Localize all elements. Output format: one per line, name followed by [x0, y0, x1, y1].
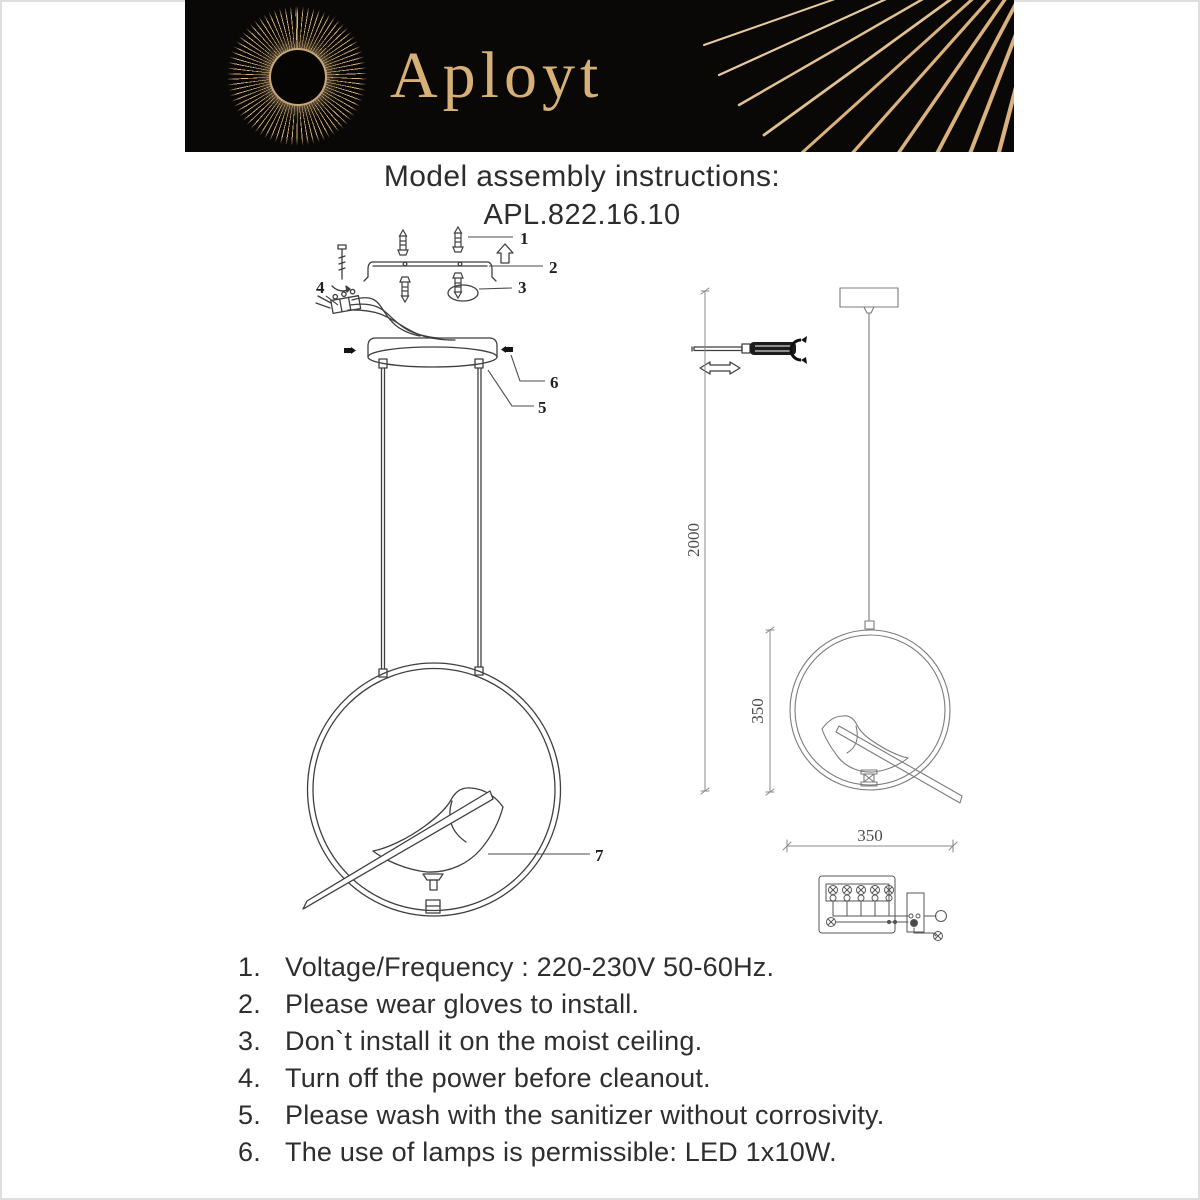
part-label-1: 1 [520, 229, 529, 248]
part-label-4: 4 [316, 278, 325, 297]
instruction-number: 2. [238, 989, 261, 1019]
bird-figure [303, 788, 503, 913]
instruction-item [238, 952, 1028, 989]
instruction-list [238, 952, 1028, 1174]
instruction-number: 3. [238, 1026, 261, 1056]
instruction-text: Please wash with the sanitizer without corrosivity. [285, 1100, 885, 1130]
instruction-number: 1. [238, 952, 261, 982]
instruction-item [238, 1063, 1028, 1100]
part-label-5: 5 [538, 398, 547, 417]
part-label-6: 6 [550, 373, 559, 392]
instruction-text: Turn off the power before cleanout. [285, 1063, 711, 1093]
exploded-view [303, 227, 807, 916]
side-view [684, 288, 962, 852]
dimension-ring-width: 350 [857, 826, 883, 845]
instruction-text: Please wear gloves to install. [285, 989, 640, 1019]
dimension-drop-height: 2000 [684, 523, 703, 557]
instruction-text: Don`t install it on the moist ceiling. [285, 1026, 703, 1056]
part-label-3: 3 [518, 278, 527, 297]
part-labels [316, 229, 604, 865]
instruction-item [238, 1026, 1028, 1063]
instruction-text: Voltage/Frequency : 220-230V 50-60Hz. [285, 952, 775, 982]
instruction-number: 4. [238, 1063, 261, 1093]
screwdriver-icon [692, 336, 807, 374]
instruction-number: 6. [238, 1137, 261, 1167]
model-number: APL.822.16.10 [483, 199, 681, 231]
part-label-7: 7 [595, 846, 604, 865]
page-title: Model assembly instructions: [383, 160, 781, 193]
part-label-2: 2 [549, 258, 558, 277]
dimension-ring-height: 350 [748, 698, 767, 724]
instruction-text: The use of lamps is permissible: LED 1x10W. [285, 1137, 837, 1167]
wiring-diagram [819, 876, 947, 941]
instruction-item [238, 1100, 1028, 1137]
instruction-item [238, 989, 1028, 1026]
brand-name: Aployt [390, 39, 604, 112]
instruction-item [238, 1137, 1028, 1174]
instruction-number: 5. [238, 1100, 261, 1130]
